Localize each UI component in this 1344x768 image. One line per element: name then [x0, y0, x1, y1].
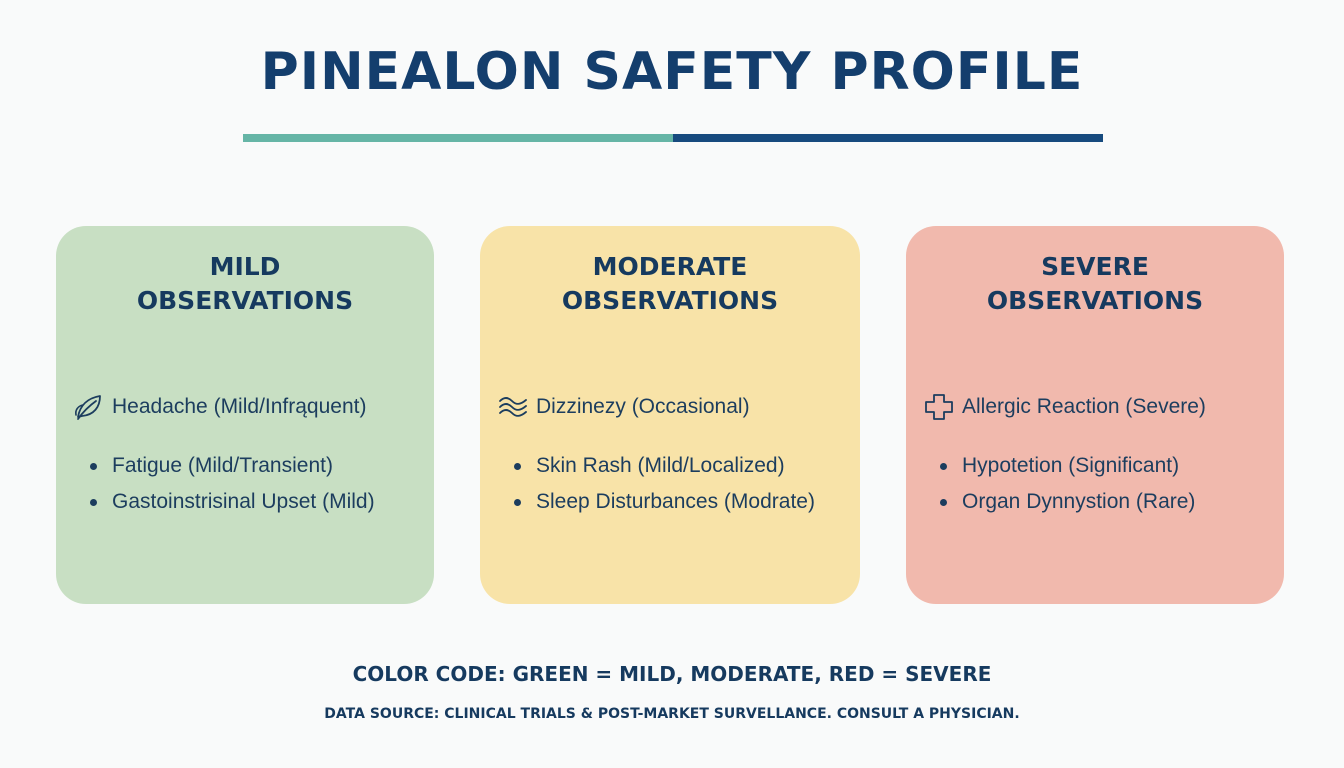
leaf-icon — [74, 392, 106, 422]
color-code-legend: COLOR CODE: GREEN = MILD, MODERATE, RED = SEVERE — [352, 662, 992, 686]
observation-list — [90, 448, 428, 520]
list-item: Hypotetion (Significant) — [940, 448, 1278, 484]
page-title: PINEALON SAFETY PROFILE — [260, 42, 1084, 102]
card-heading-line1: SEVERE — [1041, 252, 1149, 281]
card-heading-line1: MILD — [209, 252, 281, 281]
lead-observation — [74, 392, 426, 422]
list-item: Gastoinstrisinal Upset (Mild) — [90, 484, 428, 520]
lead-observation-text: Dizzinezy (Occasional) — [536, 395, 750, 418]
lead-observation — [924, 392, 1276, 422]
title-divider — [243, 134, 1103, 142]
mild-observations-card — [56, 226, 434, 604]
card-heading — [480, 250, 860, 318]
card-heading — [56, 250, 434, 318]
list-item: Fatigue (Mild/Transient) — [90, 448, 428, 484]
card-heading-line1: MODERATE — [592, 252, 748, 281]
lead-observation-text: Allergic Reaction (Severe) — [962, 395, 1206, 418]
card-heading — [906, 250, 1284, 318]
severe-observations-card — [906, 226, 1284, 604]
title-divider-left — [243, 134, 673, 142]
data-source-note: DATA SOURCE: CLINICAL TRIALS & POST-MARKET SURVELLANCE. CONSULT A PHYSICIAN. — [324, 706, 1020, 722]
lead-observation-text: Headache (Mild/Infrąquent) — [112, 395, 367, 418]
list-item: Sleep Disturbances (Modrate) — [514, 484, 854, 520]
observation-list — [940, 448, 1278, 520]
card-heading-line2: OBSERVATIONS — [986, 286, 1204, 315]
list-item: Skin Rash (Mild/Localized) — [514, 448, 854, 484]
moderate-observations-card — [480, 226, 860, 604]
observation-list — [514, 448, 854, 520]
medical-cross-icon — [924, 392, 956, 422]
title-divider-right — [673, 134, 1103, 142]
lead-observation — [498, 392, 852, 422]
card-heading-line2: OBSERVATIONS — [136, 286, 354, 315]
waves-icon — [498, 392, 530, 422]
list-item: Organ Dynnystion (Rare) — [940, 484, 1278, 520]
card-heading-line2: OBSERVATIONS — [561, 286, 779, 315]
